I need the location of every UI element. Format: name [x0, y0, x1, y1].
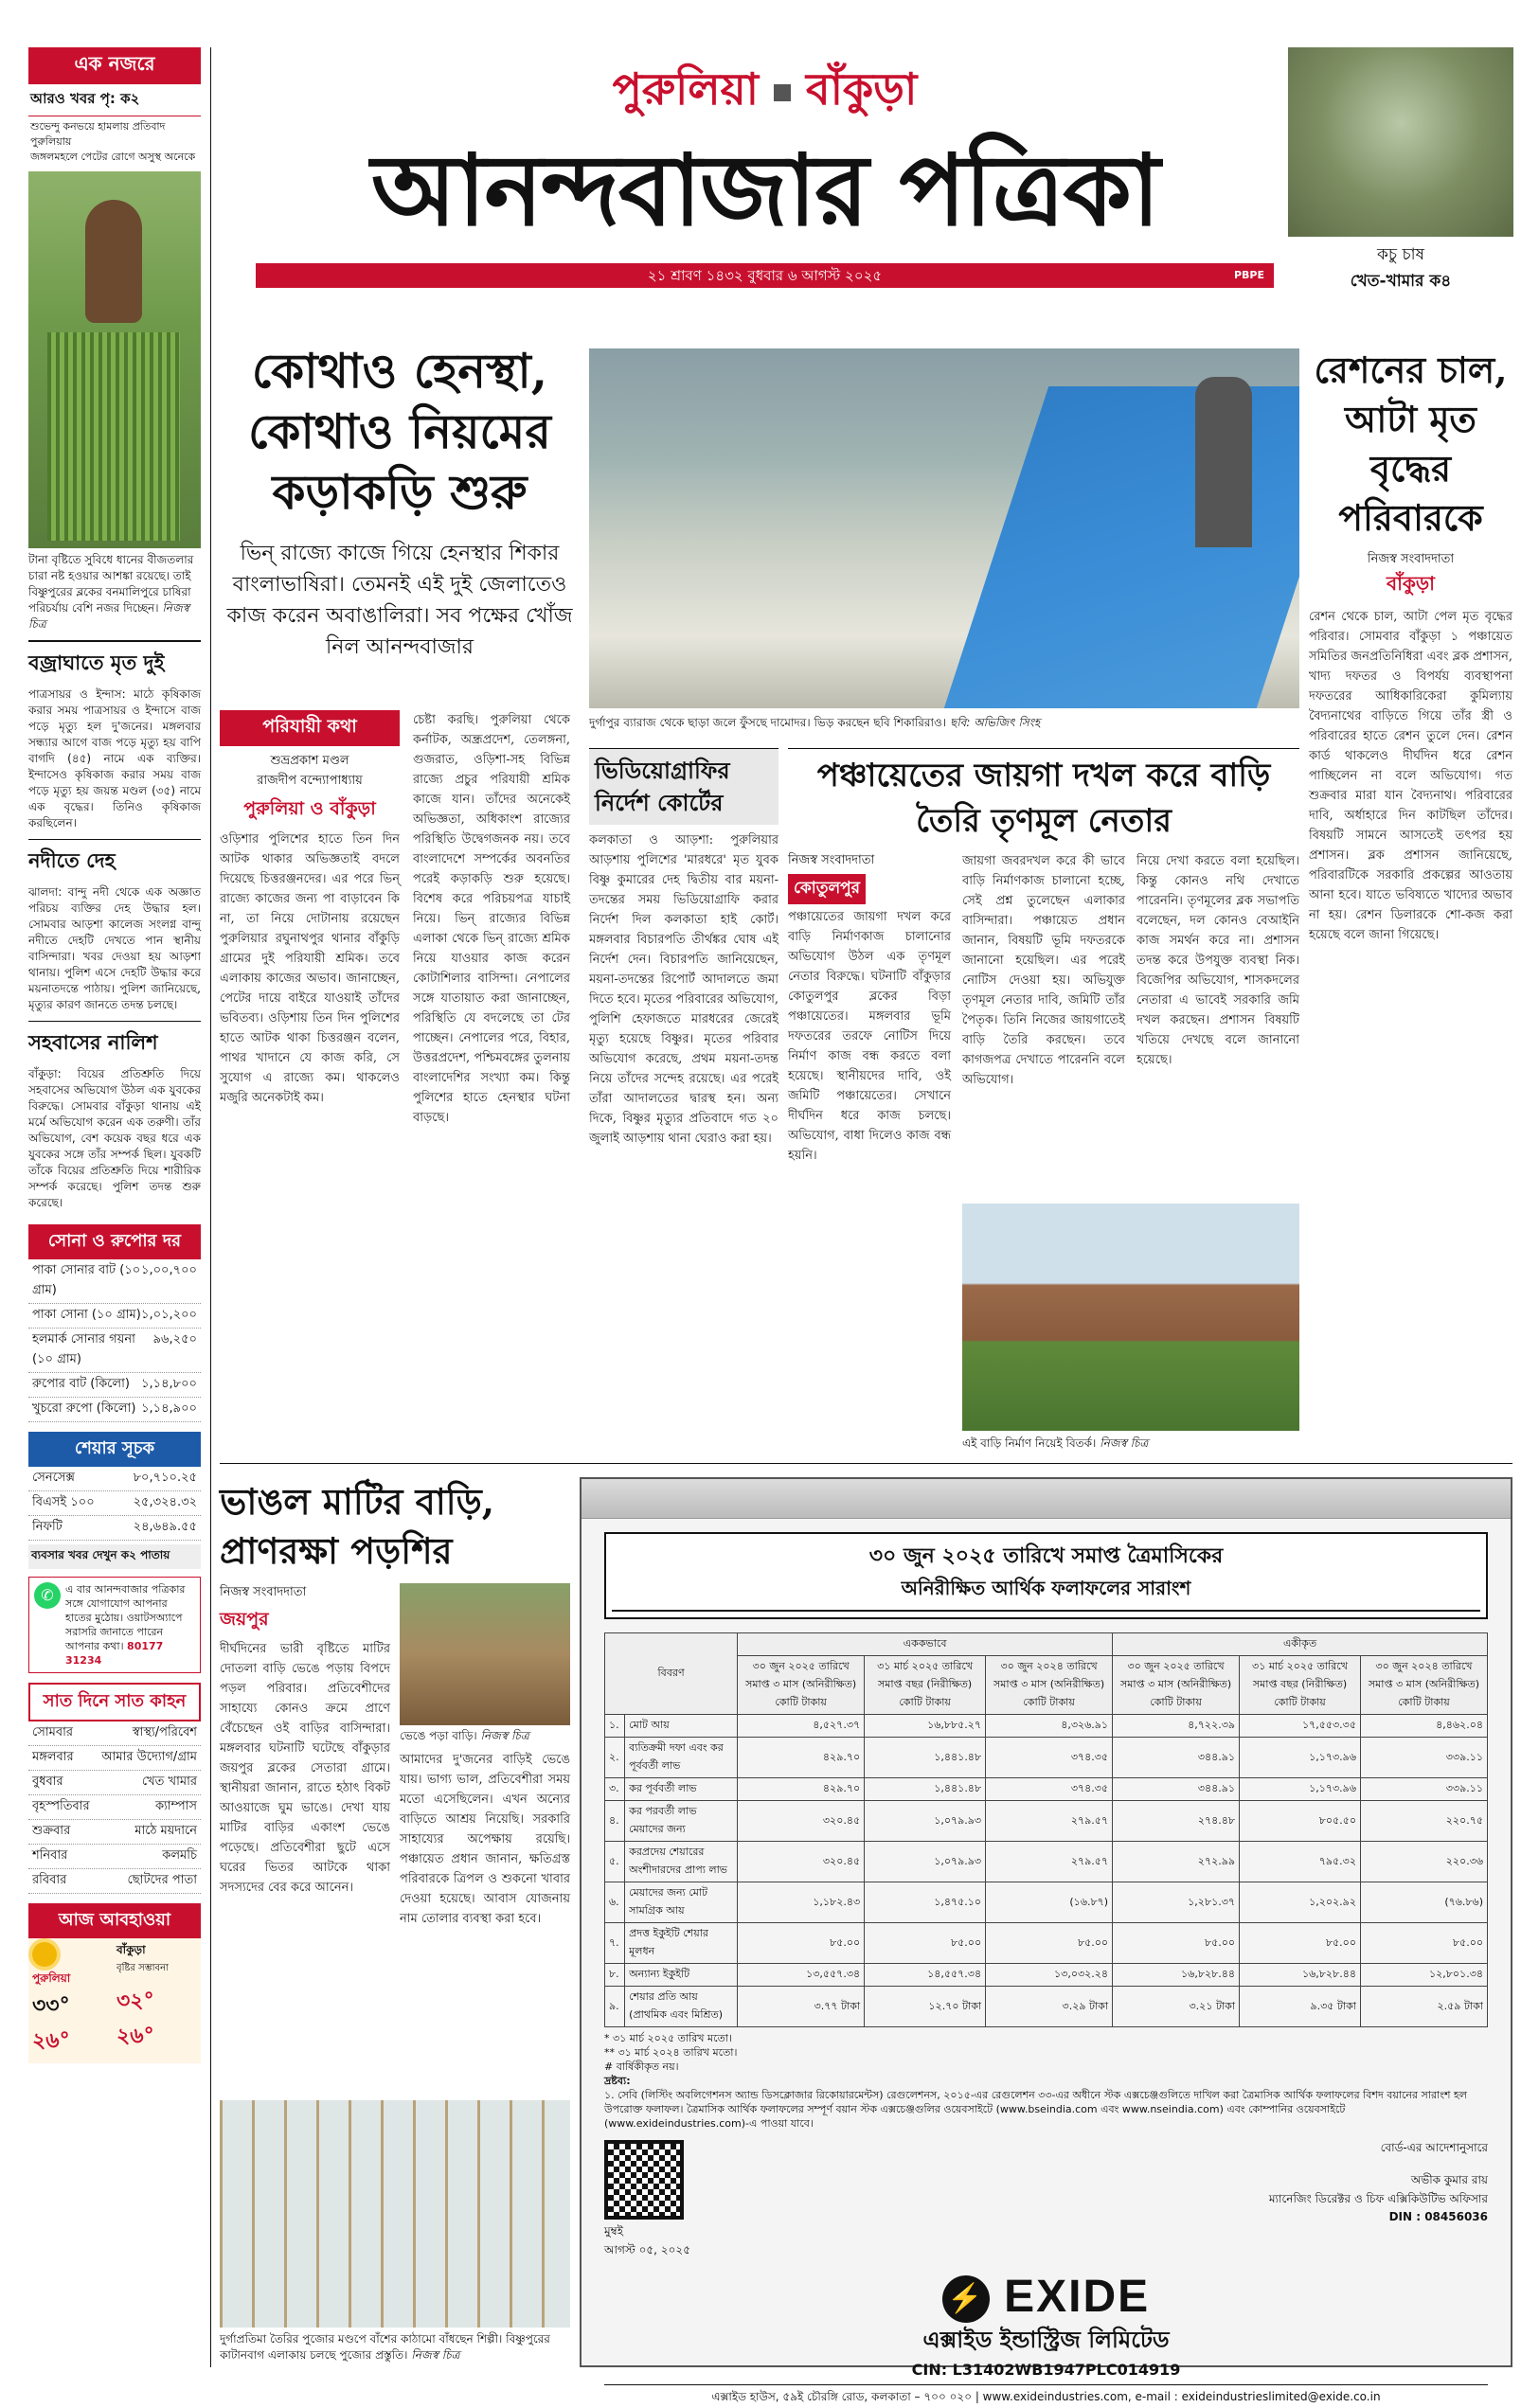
period-header: ৩০ জুন ২০২৪ তারিখে সমাপ্ত ৩ মাস (অনিরীক্ষিত) কোটি টাকায়: [1360, 1656, 1487, 1715]
ad-title-1: ৩০ জুন ২০২৫ তারিখে সমাপ্ত ত্রৈমাসিকের: [868, 1544, 1224, 1568]
ad-din: DIN : 08456036: [1388, 2210, 1488, 2223]
gold-rate-table: [28, 1259, 201, 1422]
panchayat-col-3: নিয়ে দেখা করতে বলা হয়েছিল। কিন্তু কোনও নথি দেখাতে পারেননি। তৃণমূলের ব্লক সভাপতি বলেছেন, দল কোনও বেআইনি কাজ সমর্থন করে না। প্রশাসন তদন্ত করে উপযুক্ত ব্যবস্থা নিক। বিজেপির অভিযোগ, শাসকদলের নেতারা এ ভাবেই সরকারি জমি দখল করছেন। প্রশাসন বিষয়টি খতিয়ে দেখছে বলে জানানো হয়েছে।: [1136, 854, 1299, 1067]
ad-date: আগস্ট ০৫, ২০২৫: [604, 2243, 690, 2256]
ad-note-text: ১. সেবি (লিস্টিং অবলিগেশনস অ্যান্ড ডিসক্লোজার রিকোয়ারমেন্টস) রেগুলেশনস, ২০১৫-এর রেগুলেশন ৩৩-এর অধীনে স্টক এক্সচেঞ্জগুলিতে দাখিল করা ত্রৈমাসিক আর্থিক ফলাফলের বিশদ বয়ানের সারাংশ হল উপরোক্ত ফলাফল। ত্রৈমাসিক আর্থিক ফলাফলের সম্পূর্ণ বয়ান স্টক এক্সচেঞ্জগুলির ওয়েবসাইটে (www.bseindia.com এবং www.nseindia.com) এবং কোম্পানির ওয়েবসাইটে (www.exideindustries.com)-এ পাওয়া যাবে।: [604, 2089, 1467, 2130]
mud-house-story: [220, 1477, 570, 2121]
weekly-section-row: শুক্রবার মাঠে ময়দানে: [28, 1820, 201, 1845]
taro-plant-photo: [1288, 47, 1513, 237]
table-row: ৩. কর পূর্ববর্তী লাভ ৪২৯.৭০ ১,৪৪১.৪৮ ৩৭৪.৩৫ ৩৪৪.৯১ ১,১৭৩.৯৬ ৩৩৯.১১: [605, 1778, 1488, 1801]
share-index-table: [28, 1467, 201, 1541]
ad-designation: ম্যানেজিং ডিরেক্টর ও চিফ এক্সিকিউটিভ অফিসার: [1268, 2192, 1488, 2205]
exide-cin: CIN: L31402WB1947PLC014919: [911, 2361, 1181, 2380]
lead-deck: ভিন্ রাজ্যে কাজে গিয়ে হেনস্থার শিকার বাংলাভাষিরা। তেমনই এই দুই জেলাতেও কাজ করেন অবাঙালিরা। সব পক্ষের খোঁজ নিল আনন্দবাজার: [226, 542, 573, 659]
ad-board: বোর্ড-এর আদেশানুসারে: [1380, 2141, 1488, 2154]
gold-rate-row: পাকা সোনা (১০ গ্রাম) ১,০১,২০০: [28, 1304, 201, 1329]
table-row: ৭. প্রদত্ত ইকুইটি শেয়ার মূলধন ৮৫.০০ ৮৫.০০ ৮৫.০০ ৮৫.০০ ৮৫.০০ ৮৫.০০: [605, 1923, 1488, 1964]
gold-rate-title: সোনা ও রুপোর দর: [28, 1224, 201, 1259]
newspaper-title[interactable]: আনন্দবাজার পত্রিকা: [370, 132, 1159, 248]
river-body-story: ঝালদা: বান্দু নদী থেকে এক অজ্ঞাত পরিচয় ব্যক্তির দেহ উদ্ধার হল। সোমবার আড়শা কালেজ সংলগ্ন বান্দু নদীতে দেহটি দেখতে পান স্থানীয় বাসিন্দারা। খবর দেওয়া হয় আড়শা থানায়। পুলিশ এসে দেহটি উদ্ধার করে ময়নাতদন্তে পাঠায়। পুলিশ জানিয়েছে, মৃত্যুর কারণ জানতে তদন্ত চলছে।: [28, 885, 201, 1011]
weekly-section-row: বৃহস্পতিবার ক্যাম্পাস: [28, 1795, 201, 1820]
table-row: ৪. কর পরবর্তী লাভ মেয়াদের জন্য ৩২০.৪৫ ১,০৭৯.৯৩ ২৭৯.৫৭ ২৭৪.৪৮ ৮০৫.৫০ ২২০.৭৫: [605, 1801, 1488, 1842]
scaffolding-photo: [220, 2100, 570, 2328]
panchayat-story: [788, 748, 1299, 1458]
table-row: ৮. অন্যান্য ইকুইটি ১৩,৫৫৭.৩৪ ১৪,৫৫৭.৩৪ ১৩,০৩২.২৪ ১৬,৮২৮.৪৪ ১৬,৮২৮.৪৪ ১২,৮০১.৩৪: [605, 1964, 1488, 1987]
weekly-section-row: রবিবার ছোটদের পাতা: [28, 1869, 201, 1894]
share-index-row: নিফটি ২৪,৬৪৯.৫৫: [28, 1516, 201, 1541]
weather-max-1: ৩৩°: [32, 1994, 70, 2018]
gold-rate-row: পাকা সোনার বাট (১০ গ্রাম) ১,০০,৭০০: [28, 1259, 201, 1304]
exide-address: এক্সাইড হাউস, ৫৯ই চৌরঙ্গি রোড, কলকাতা – ৭০০ ০২০ | www.exideindustries.com, e-mail : exideindustrieslimited@exide.co.in: [604, 2384, 1488, 2408]
table-row: ১. মোট আয় ৪,৫২৭.৩৭ ১৬,৮৮৫.২৭ ৪,৩২৬.৯১ ৪,৭২২.৩৯ ১৭,৫৫৩.৩৫ ৪,৪৬২.০৪: [605, 1715, 1488, 1738]
weather-city-2: বাঁকুড়া: [116, 1943, 146, 1956]
top-right-promo[interactable]: [1288, 47, 1513, 294]
period-header: ৩০ জুন ২০২৫ তারিখে সমাপ্ত ৩ মাস (অনিরীক্ষিত) কোটি টাকায়: [1113, 1656, 1240, 1715]
lightning-story: পাত্রসায়র ও ইন্দাস: মাঠে কৃষিকাজ করার সময় পাত্রসায়র ও ইন্দাসে বাজ পড়ে মৃত্যু হল দু'জনের। মঙ্গলবার সন্ধ্যার আগে বাজ পড়ে মৃত্যু হয় বাপি বাগদি (৪৫) নামে এক ব্যক্তির। ইন্দাসেও কৃষিকাজ করার সময় বাজ পড়ে মৃত্যু হয় জয়ন্ত মণ্ডল (৩৫) নামে এক বৃদ্ধের। তিনিও কৃষিকাজ করছিলেন।: [28, 687, 201, 829]
panchayat-col-2: জায়গা জবরদখল করে কী ভাবে বাড়ি নির্মাণকাজ চালানো হচ্ছে, সেই প্রশ্ন তুলেছেন এলাকার বাসিন্দারা। পঞ্চায়েত প্রধান জানান, বিষয়টি ভূমি দফতরকে জানানো হয়েছিল। এর পরেই নোটিস দেওয়া হয়। অভিযুক্ত তৃণমূল নেতার দাবি, জমিটি তাঁর পৈতৃক। তিনি নিজের জায়গাতেই বাড়ি তৈরি করছেন। তবে কাগজপত্র দেখাতে পারেননি বলে অভিযোগ।: [962, 854, 1125, 1087]
gold-rate-row: হলমার্ক সোনার গয়না (১০ গ্রাম) ৯৬,২৫০: [28, 1329, 201, 1373]
exide-logo: ⚡ EXIDE: [604, 2271, 1488, 2323]
qr-code[interactable]: [604, 2140, 684, 2220]
table-row: ২. ব্যতিক্রমী দফা এবং কর পূর্ববর্তী লাভ ৪২৯.৭০ ১,৪৪১.৪৮ ৩৭৪.৩৫ ৩৪৪.৯১ ১,১৭৩.৯৬ ৩৩৯.১১: [605, 1738, 1488, 1778]
weather-max-2: ৩২°: [116, 1989, 154, 2013]
video-headline[interactable]: ভিডিয়োগ্রাফির নির্দেশ কোর্টের: [589, 749, 778, 825]
ration-byline: নিজস্ব সংবাদদাতা: [1367, 552, 1455, 566]
weekly-section-row: শনিবার কলমচি: [28, 1845, 201, 1869]
exide-company-name: এক্সাইড ইন্ডাস্ট্রিজ লিমিটেড: [922, 2327, 1170, 2354]
mud-col-2: আমাদের দু'জনের বাড়িই ভেঙে যায়। ভাগ্য ভাল, প্রতিবেশীরা সময় মতো এসেছিলেন। এখন অন্যের বাড়িতে আশ্রয় নিয়েছি। সরকারি সাহায্যের অপেক্ষায় রয়েছি। পঞ্চায়েত প্রধান জানান, ক্ষতিগ্রস্ত পরিবারকে ত্রিপল ও শুকনো খাবার দেওয়া হয়েছে। আবাস যোজনায় নাম তোলার ব্যবস্থা করা হবে।: [400, 1753, 570, 1926]
table-col-head: বিবরণ: [605, 1633, 738, 1715]
house-construction-photo: [962, 1204, 1299, 1431]
weather-title: আজ আবহাওয়া: [28, 1903, 201, 1938]
ration-story: [1309, 346, 1512, 1435]
panchayat-headline[interactable]: পঞ্চায়েতের জায়গা দখল করে বাড়ি তৈরি তৃণমূল নেতার: [816, 757, 1271, 840]
video-body: কলকাতা ও আড়শা: পুরুলিয়ার আড়শায় পুলিশের 'মারধরে' মৃত যুবক বিষ্ণু কুমারের দেহ দ্বিতীয় বার ময়না-তদন্তের সময় ভিডিয়োগ্রাফি করার নির্দেশ দিল কলকাতা হাই কোর্ট। মঙ্গলবার বিচারপতি তীর্থঙ্কর ঘোষ এই নির্দেশ দেন। বিচারপতি জানিয়েছেন, ময়না-তদন্তের রিপোর্ট আদালতে জমা দিতে হবে। মৃতের পরিবারের অভিযোগ, পুলিশি হেফাজতে মারধরের জেরেই মৃত্যু হয়েছে বিষ্ণুর। মৃতের পরিবার অভিযোগ করেছে, প্রথম ময়না-তদন্ত নিয়ে তাঁদের সন্দেহ রয়েছে। এর পরেই তাঁরা আদালতের দ্বারস্থ হন। অন্য দিকে, বিষ্ণুর মৃত্যুর প্রতিবাদে গত ২০ জুলাই আড়শায় থানা ঘেরাও করা হয়।: [589, 833, 778, 1146]
lead-byline-2: রাজদীপ বন্দ্যোপাধ্যায়: [257, 774, 363, 788]
left-column: [28, 47, 201, 2367]
lead-col-2: চেষ্টা করছি। পুরুলিয়া থেকে কর্নাটক, অন্ধ্রপ্রদেশ, তেলঙ্গনা, গুজরাত, ওড়িশা-সহ বিভিন্ন রাজ্যে প্রচুর পরিযায়ী শ্রমিক কাজে যান। তাঁদের অনেকেই অভিজ্ঞতা, অধিকাংশ রাজ্যের পরিস্থিতি উদ্বেগজনক নয়। তবে বাংলাদেশে সম্পর্কের অবনতির পরেই কড়াকড়ি শুরু হয়েছে। বিশেষ করে পরিচয়পত্র যাচাই নিয়ে। ভিন্ রাজ্যের বিভিন্ন এলাকা থেকে ভিন্ রাজ্যে শ্রমিক নিয়ে যাওয়ার কাজ করেন কোটাশিলার বাসিন্দা। নেপালের সঙ্গে যাতায়াত করা জানাচ্ছেন, পরিস্থিতি যে বদলেছে তা টের পাচ্ছেন। নেপালের পরে, বিহার, উত্তরপ্রদেশ, পশ্চিমবঙ্গের তুলনায় বাংলাদেশির সংখ্যা কম। কিন্তু পুলিশের হাতে হেনস্থার ঘটনা বাড়ছে।: [413, 713, 570, 1125]
video-story: [589, 748, 778, 1449]
lead-byline-1: শুভ্রপ্রকাশ মণ্ডল: [270, 754, 349, 768]
share-index-row: বিএসই ১০০ ২৫,৩২৪.৩২: [28, 1491, 201, 1516]
dateline: ২১ শ্রাবণ ১৪৩২ বুধবার ৬ আগস্ট ২০২৫: [647, 267, 883, 284]
table-row: ৫. করপ্রদেয় শেয়ারের অংশীদারদের প্রাপ্য লাভ ৩২০.৪৫ ১,০৭৯.৯৩ ২৭৯.৫৭ ২৭২.৯৯ ৭৯৫.৩২ ২২০.৩৬: [605, 1842, 1488, 1882]
barrage-caption: দুর্গাপুর ব্যারাজ থেকে ছাড়া জলে ফুঁসছে দামোদর। ভিড় করছেন ছবি শিকারিরাও। ছবি: অভিজিৎ সিংহ: [589, 716, 1041, 729]
financial-results-table: [604, 1632, 1488, 2027]
weekly-sections-title: সাত দিনে সাত কাহন: [28, 1683, 201, 1721]
edition-code: PBPE: [1233, 269, 1264, 281]
whatsapp-box: [28, 1577, 201, 1673]
ration-headline[interactable]: রেশনের চাল, আটা মৃত বৃদ্ধের পরিবারকে: [1314, 348, 1508, 539]
gold-rate-row: রুপোর বাট (কিলো) ১,১৪,৮০০: [28, 1373, 201, 1398]
whatsapp-number[interactable]: 80177 31234: [65, 1640, 164, 1667]
share-index-title: শেয়ার সূচক: [28, 1432, 201, 1467]
consolidated-group: একীকৃত: [1113, 1633, 1488, 1656]
dateline-bar: [256, 263, 1274, 288]
lead-headline[interactable]: কোথাও হেনস্থা, কোথাও নিয়মের কড়াকড়ি শুরু: [248, 343, 551, 520]
mud-headline[interactable]: ভাঙল মাটির বাড়ি, প্রাণরক্ষা পড়শির: [220, 1480, 494, 1572]
exide-advertisement[interactable]: [580, 1477, 1512, 2404]
ad-signer: অভীক কুমার রায়: [1410, 2173, 1488, 2186]
weekly-section-row: মঙ্গলবার আমার উদ্যোগ/গ্রাম: [28, 1746, 201, 1771]
business-news-link[interactable]: ব্যবসার খবর দেখুন ক২ পাতায়: [28, 1544, 201, 1569]
edition-label: পুরুলিয়া বাঁকুড়া: [612, 63, 918, 115]
weather-min-2: ২৬°: [116, 2025, 154, 2048]
collapsed-house-photo: [400, 1583, 570, 1725]
whatsapp-text: এ বার আনন্দবাজার পত্রিকার সঙ্গে যোগাযোগ আপনার হাতের মুঠোয়। ওয়াটসঅ্যাপে সরাসরি জানাতে পারেন আপনার কথা।: [65, 1583, 186, 1652]
period-header: ৩১ মার্চ ২০২৫ তারিখে সমাপ্ত বছর (নিরীক্ষিত) কোটি টাকায়: [865, 1656, 986, 1715]
more-news-link[interactable]: আরও খবর পৃ: ক২: [28, 84, 201, 116]
promo-page-ref[interactable]: খেত-খামার ক৪: [1350, 272, 1452, 291]
ad-place: মুম্বই: [604, 2224, 623, 2238]
weather-box: [28, 1938, 201, 2063]
complaint-headline: সহবাসের নালিশ: [28, 1030, 158, 1054]
weather-rain-label: বৃষ্টির সম্ভাবনা: [116, 1963, 169, 1973]
masthead: [256, 57, 1274, 312]
paddy-photo-caption: টানা বৃষ্টিতে সুবিধে ধানের বীজতলার চারা নষ্ট হওয়ার আশঙ্কা রয়েছে। তাই বিষ্ণুপুরের ব্লকের বনমালিপুরে চাষিরা পরিচর্যায় বেশি নজর দিচ্ছেন। নিজস্ব চিত্র: [28, 553, 194, 631]
mud-col-1: দীর্ঘদিনের ভারী বৃষ্টিতে মাটির দোতলা বাড়ি ভেঙে পড়ায় বিপদে পড়ল পরিবার। প্রতিবেশীদের সাহায্যে কোনও ক্রমে প্রাণে বেঁচেছেন ওই বাড়ির বাসিন্দারা। মঙ্গলবার ঘটনাটি ঘটেছে বাঁকুড়ার জয়পুর ব্লকের সেতারা গ্রামে। স্থানীয়রা জানান, রাতে হঠাৎ বিকট আওয়াজে ঘুম ভাঙে। দেখা যায় মাটির বাড়ির একাংশ ভেঙে পড়েছে। প্রতিবেশীরা ছুটে এসে ঘরের ভিতর আটকে থাকা সদস্যদের বের করে আনেন।: [220, 1642, 390, 1895]
panchayat-col-1: পঞ্চায়েতের জায়গা দখল করে বাড়ি নির্মাণকাজ চালানোর অভিযোগ উঠল এক তৃণমূল নেতার বিরুদ্ধে। ঘটনাটি বাঁকুড়ার কোতুলপুর ব্লকের বিড়া পঞ্চায়েতের। মঙ্গলবার ভূমি দফতরের তরফে নোটিস দিয়ে নির্মাণ কাজ বন্ধ করতে বলা হয়েছে। স্থানীয়দের দাবি, ওই জমিটি পঞ্চায়েতের। সেখানে দীর্ঘদিন ধরে কাজ চলছে। অভিযোগ, বাধা দিলেও কাজ বন্ধ হয়নি।: [788, 910, 951, 1163]
lead-place: পুরুলিয়া ও বাঁকুড়া: [243, 798, 376, 819]
weekly-sections-list: [28, 1721, 201, 1894]
table-row: ৯. শেয়ার প্রতি আয় (প্রাথমিক এবং মিশ্রিত) ৩.৭৭ টাকা ১২.৭০ টাকা ৩.২৯ টাকা ৩.২১ টাকা ৯.৩৫ টাকা ২.৫৯ টাকা: [605, 1987, 1488, 2027]
share-index-row: সেনসেক্স ৮০,৭১০.২৫: [28, 1467, 201, 1491]
lightning-headline: বজ্রাঘাতে মৃত দুই: [28, 651, 165, 674]
panchayat-place: কোতুলপুর: [788, 874, 866, 904]
glance-item[interactable]: শুভেন্দু কনভয়ে হামলায় প্রতিবাদ পুরুলিয়ায়: [30, 120, 166, 148]
mud-byline: নিজস্ব সংবাদদাতা: [220, 1585, 307, 1599]
exide-bolt-icon: ⚡: [942, 2275, 990, 2323]
period-header: ৩০ জুন ২০২৪ তারিখে সমাপ্ত ৩ মাস (অনিরীক্ষিত) কোটি টাকায়: [986, 1656, 1113, 1715]
gold-rate-row: খুচরো রুপো (কিলো) ১,১৪,৯০০: [28, 1398, 201, 1422]
barrage-photo: [589, 348, 1299, 708]
mud-photo-caption: ভেঙে পড়া বাড়ি। নিজস্ব চিত্র: [400, 1729, 529, 1742]
mud-place: জয়পুর: [220, 1609, 269, 1630]
ad-notes: * ৩১ মার্চ ২০২৫ তারিখ মতো। ** ৩১ মার্চ ২০২৪ তারিখ মতো। # বার্ষিকীকৃত নয়। দ্রষ্টব্য: ১. সেবি (লিস্টিং অবলিগেশনস অ্যান্ড ডিসক্লোজার রিকোয়ারমেন্টস) রেগুলেশনস, ২০১৫-এর রেগুলেশন ৩৩-এর অধীনে স্টক এক্সচেঞ্জগুলিতে দাখিল করা ত্রৈমাসিক আর্থিক ফলাফলের বিশদ বয়ানের সারাংশ হল উপরোক্ত ফলাফল। ত্রৈমাসিক আর্থিক ফলাফলের সম্পূর্ণ বয়ান স্টক এক্সচেঞ্জগুলির ওয়েবসাইটে (www.bseindia.com এবং www.nseindia.com) এবং কোম্পানির ওয়েবসাইটে (www.exideindustries.com)-এ পাওয়া যাবে।: [604, 2031, 1488, 2131]
paddy-farmer-photo: [28, 171, 201, 548]
ration-place: বাঁকুড়া: [1386, 572, 1435, 595]
lead-body: [220, 710, 570, 1458]
ration-body: রেশন থেকে চাল, আটা পেল মৃত বৃদ্ধের পরিবার। সোমবার বাঁকুড়া ১ পঞ্চায়েত সমিতির জনপ্রতিনিধিরা এবং ব্লক প্রশাসন, খাদ্য দফতর ও বিপর্যয় ব্যবস্থাপনা দফতরের আধিকারিকেরা কুমিল্যায় বৈদ্যনাথের বাড়িতে গিয়ে তাঁর স্ত্রী ও পরিবারের হাতে রেশন তুলে দেন। রেশন কার্ড থাকলেও দীর্ঘদিন ধরে রেশন পাচ্ছিলেন না বলে অভিযোগ। গত শুক্রবার মারা যান বৈদ্যনাথ। পরিবারের দাবি, অর্ধাহারে দিন কাটছিল তাঁদের। বিষয়টি সামনে আসতেই তৎপর হয় প্রশাসন। ব্লক প্রশাসন জানিয়েছে, পরিবারটিকে সরকারি প্রকল্পের আওতায় আনা হবে। যাতে ভবিষ্যতে খাদ্যের অভাব না হয়। রেশন ডিলারকে শো-কজ করা হয়েছে বলে জানা গিয়েছে।: [1309, 610, 1512, 942]
weekly-section-row: বুধবার খেত খামার: [28, 1771, 201, 1795]
standalone-group: এককভাবে: [738, 1633, 1113, 1656]
promo-caption: কচু চাষ: [1377, 245, 1424, 264]
house-photo-caption: এই বাড়ি নির্মাণ নিয়েই বিতর্ক। নিজস্ব চিত্র: [962, 1436, 1149, 1450]
weather-min-1: ২৬°: [32, 2029, 70, 2053]
river-body-headline: নদীতে দেহ: [28, 848, 116, 872]
period-header: ৩০ জুন ২০২৫ তারিখে সমাপ্ত ৩ মাস (অনিরীক্ষিত) কোটি টাকায়: [738, 1656, 865, 1715]
weather-city-1: পুরুলিয়া: [32, 1971, 71, 1985]
series-tag: পরিযায়ী কথা: [220, 710, 400, 746]
table-row: ৬. মেয়াদের জন্য মোট সামগ্রিক আয় ১,১৮২.৪৩ ১,৪৭৫.১০ (১৬.৮৭) ১,২৮১.৩৭ ১,২০২.৯২ (৭৬.৮৬): [605, 1882, 1488, 1923]
at-a-glance-title: এক নজরে: [28, 47, 201, 84]
ad-title-2: অনিরীক্ষিত আর্থিক ফলাফলের সারাংশ: [612, 1575, 1480, 1612]
complaint-story: বাঁকুড়া: বিয়ের প্রতিশ্রুতি দিয়ে সহবাসের অভিযোগ উঠল এক যুবকের বিরুদ্ধে। সোমবার বাঁকুড়া থানায় এই মর্মে অভিযোগ করেন এক তরুণী। তাঁর অভিযোগ, বেশ কয়েক বছর ধরে এক যুবকের সঙ্গে তাঁর সম্পর্ক ছিল। যুবকটি তাঁকে বিয়ের প্রতিশ্রুতি দিয়ে শারীরিক সম্পর্ক করেছে। পুলিশ তদন্ত শুরু করেছে।: [28, 1067, 201, 1209]
glance-list: [28, 116, 201, 168]
whatsapp-icon: ✆: [34, 1582, 61, 1609]
period-header: ৩১ মার্চ ২০২৫ তারিখে সমাপ্ত বছর (নিরীক্ষিত) কোটি টাকায়: [1240, 1656, 1361, 1715]
sun-icon: [32, 1942, 57, 1967]
panchayat-byline: নিজস্ব সংবাদদাতা: [788, 853, 875, 867]
glance-item[interactable]: জঙ্গলমহলে পেটের রোগে অসুস্থ অনেকে: [30, 151, 196, 163]
lead-col-1: ওড়িশার পুলিশের হাতে তিন দিন আটক থাকার অভিজ্ঞতাই বদলে দিয়েছে চিত্তরঞ্জনদের। এর পরে ভিন্ রাজ্যে কাজের জন্য পা বাড়াবেন কি না, তা নিয়ে দোটানায় রয়েছেন পুরুলিয়ার রঘুনাথপুর থানার বাঁকুড়ি গ্রামের দুই পরিযায়ী শ্রমিক। তবে এলাকায় কাজের অভাব। জানাচ্ছেন, পেটের দায়ে বাইরে যাওয়াই তাঁদের ভবিতব্য। ওড়িশায় তিন দিন পুলিশের হাতে আটক থাকা চিত্তরঞ্জন বলেন, পাথর খাদানে যে কাজ করি, সে সুযোগ এ রাজ্যে কম। থাকলেও মজুরি অনেকটাই কম।: [220, 832, 400, 1105]
scaffolding-caption: দুর্গাপ্রতিমা তৈরির পুজোর মণ্ডপে বাঁশের কাঠামো বাঁধছেন শিল্পী। বিষ্ণুপুরের কাটানবাগ এলাকায় চলছে পুজোর প্রস্তুতি। নিজস্ব চিত্র: [220, 2332, 550, 2362]
weekly-section-row: সোমবার স্বাস্থ্য/পরিবেশ: [28, 1721, 201, 1746]
